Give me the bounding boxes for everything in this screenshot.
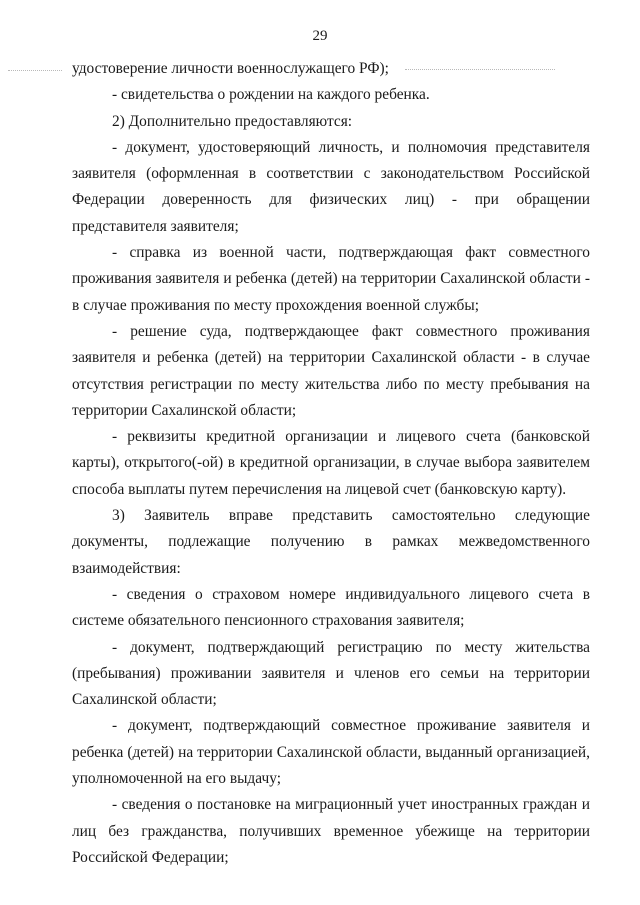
paragraph-optional-heading: 3) Заявитель вправе представить самостоятельно следующие документы, подлежащие получению в рамках межведомственного взаимодействия: bbox=[72, 507, 590, 577]
paragraph-court-decision: - решение суда, подтверждающее факт совместного проживания заявителя и ребенка (детей) на территории Сахалинской области - в случае отсутствия регистрации по месту жительства либо по месту пребывания на территории Сахалинской области; bbox=[72, 322, 590, 419]
scan-artifact-left bbox=[8, 70, 62, 73]
paragraph-representative-document: - документ, удостоверяющий личность, и полномочия представителя заявителя (оформленная в соответствии с законодательством Российской Федерации доверенность для физических лиц) - при обращении представителя заявителя; bbox=[72, 138, 590, 235]
paragraph-bank-details: - реквизиты кредитной организации и лицевого счета (банковской карты), открытого(-ой) в кредитной организации, в случае выбора заявителем способа выплаты путем перечисления на лицевой счет (банковскую карту). bbox=[72, 428, 590, 498]
paragraph-cohabitation: - документ, подтверждающий совместное проживание заявителя и ребенка (детей) на территории Сахалинской области, выданный организацией, уполномоченной на его выдачу; bbox=[72, 717, 590, 788]
paragraph-military-unit-certificate: - справка из военной части, подтверждающая факт совместного проживания заявителя и ребенка (детей) на территории Сахалинской области - в случае проживания по месту прохождения военной службы; bbox=[72, 244, 590, 314]
page-number: 29 bbox=[312, 28, 328, 44]
paragraph-birth-certificates: - свидетельства о рождении на каждого ребенка. bbox=[112, 86, 430, 104]
paragraph-migration: - сведения о постановке на миграционный учет иностранных граждан и лиц без гражданства, получивших временное убежище на территории Российской Федерации; bbox=[72, 796, 590, 866]
paragraph-additional-heading: 2) Дополнительно предоставляются: bbox=[112, 112, 353, 130]
document-body bbox=[72, 56, 590, 871]
paragraph-id-military: удостоверение личности военнослужащего РФ); bbox=[72, 60, 389, 77]
paragraph-snils: - сведения о страховом номере индивидуального лицевого счета в системе обязательного пенсионного страхования заявителя; bbox=[72, 585, 590, 630]
paragraph-registration: - документ, подтверждающий регистрацию по месту жительства (пребывания) проживании заявителя и членов его семьи на территории Сахалинской области; bbox=[72, 638, 590, 709]
